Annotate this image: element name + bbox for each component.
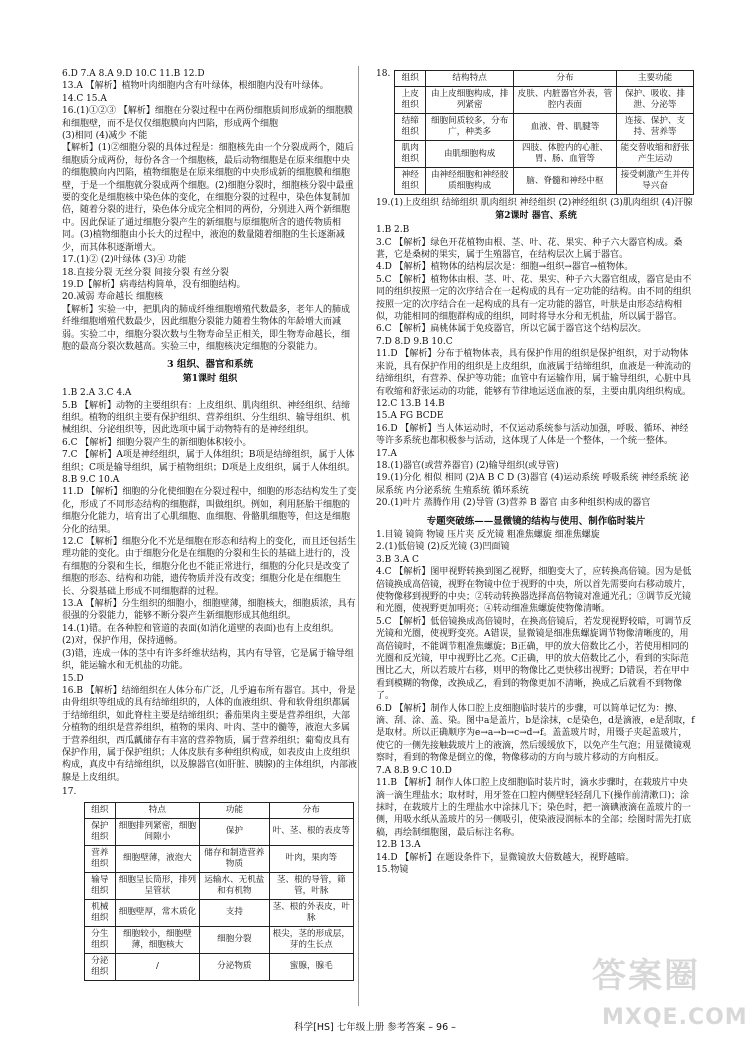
answer-line: 1.B 2.A 3.C 4.A bbox=[62, 388, 132, 399]
answer-line: 6.C 【解析】扁桃体属于免疫器官，所以它属于器官这个结构层次。 bbox=[376, 324, 647, 335]
answer-line: 11.D 【解析】细胞的分化使细胞在分裂过程中，细胞的形态结构发生了变化，形成了不同形态结构的细胞群，叫做组织。例如，利用胚胎干细胞的细胞分化能力，培育出了心肌细胞、血细胞、骨骼肌细胞等，但这是细胞分化的结果。 bbox=[62, 487, 357, 535]
answer-line: 14.C 15.A bbox=[62, 93, 107, 104]
table-row bbox=[85, 926, 354, 953]
watermark-line1: 答案圈 bbox=[592, 956, 700, 996]
table-cell: 叶肉，果肉等 bbox=[269, 845, 353, 872]
answer-line: 16.D 【解析】当人体运动时，不仅运动系统参与活动加强，呼吸、循环、神经等许多系统也都积极参与活动，这体现了人体是一个整体，一个统一整体。 bbox=[376, 423, 689, 447]
watermark-line2: MXQE.COM bbox=[602, 1005, 748, 1030]
answer-line: 15.D bbox=[62, 673, 84, 684]
answer-line: 6.D 7.A 8.A 9.D 10.C 11.B 12.D bbox=[62, 69, 205, 79]
tissue-table-17 bbox=[84, 802, 354, 981]
answer-line: 【解析】(1)②细胞分裂的具体过程是：细胞核先由一个分裂成两个，随后细胞质分成两份，每份各含一个细胞核，最后动物细胞是在原来细胞中央的细胞膜向内凹陷，植物细胞是在原来细胞的中央形成新的细胞膜和细胞壁，于是一个细胞就分裂成两个细胞。(2)细胞分裂时，细胞核分裂中最重要的变化是细胞核中染色体的变化，在细胞分裂的过程中，染色体复制加倍，随着分裂的进行，染色体分成完全相同的两份，分别进入两个新细胞中。因此保证了通过细胞分裂产生的新细胞与原细胞所含的遗传物质相同。(3)植物细胞由小长大的过程中，液泡的数量随着细胞的生长逐渐减少，而其体积逐渐增大。 bbox=[62, 143, 354, 253]
table18-label: 18. bbox=[376, 69, 391, 79]
answer-line: (2)对，保护作用，保持通畅。 bbox=[62, 636, 183, 647]
table-cell: 营养组织 bbox=[85, 845, 116, 872]
table-cell: 保护组织 bbox=[85, 818, 116, 845]
table-header: 分布 bbox=[269, 802, 353, 818]
answer-line: 12.C 13.B 14.B bbox=[376, 398, 445, 409]
answer-line: 19.D【解析】病毒结构简单，没有细胞结构。 bbox=[62, 279, 246, 290]
answer-line: 7.D 8.D 9.B 10.C bbox=[376, 336, 453, 347]
answer-line: 6.D 【解析】制作人体口腔上皮细胞临时装片的步骤，可以简单记忆为：擦、滴、刮、涂、盖、染。图中a是盖片，b是涂抹，c是染色，d是滴液，e是刮取，f是取材。所以正确顺序为e→a→b→c→d→f。盖盖玻片时，用镊子夹起盖玻片，使它的一侧先接触载玻片上的液滴，然后缓缓放下，以免产生气泡；用显微镜观察时，看到的物像是倒立的像，物像移动的方向与玻片移动的方向相反。 bbox=[376, 703, 695, 764]
answer-line: 4.D 【解析】植物体的结构层次是：细胞→组织→器官→植物体。 bbox=[376, 262, 634, 273]
answer-line: 3.C 【解析】绿色开花植物由根、茎、叶、花、果实、种子六大器官构成。桑葚，它是桑树的果实，属于生殖器官，在结构层次上属于器官。 bbox=[376, 237, 683, 261]
table-cell: 保护 bbox=[200, 818, 269, 845]
table-cell: 结缔组织 bbox=[395, 114, 426, 141]
table-cell: 细胞壁薄，液泡大 bbox=[115, 845, 199, 872]
answer-line: 5.C 【解析】低倍镜换成高倍镜时，在换高倍镜后，若发现视野较暗，可调节反光镜和光圈，使视野变亮。A错误，显微镜是细准焦螺旋调节物像清晰度的，用高倍镜时，不能调节粗准焦螺旋；B正确，甲的放大倍数比乙小，若使用相同的光圈和反光镜，甲中视野比乙亮。C正确，甲的放大倍数比乙小，看到的实际范围比乙大，所以若玻片右移，则甲的物像比乙更快移出视野；D错误，若在甲中看到模糊的物像，改换成乙，看到的物像更加不清晰，换成乙后就看不到物像了。 bbox=[376, 616, 692, 702]
left-column bbox=[62, 68, 358, 981]
answer-line: 4.C 【解析】图甲视野转换到图乙视野，细胞变大了，应转换高倍镜。因为是低倍镜换成高倍镜，视野在物镜中位于视野的中央，所以首先需要向右移动玻片，使物像移到视野的中央；②转动转换器选择高倍物镜对准通光孔；③调节反光镜和光圈，使视野更加明亮；④转动细准焦螺旋使物像清晰。 bbox=[376, 567, 692, 615]
answer-line: 6.C 【解析】细胞分裂产生的新细胞体积较小。 bbox=[62, 437, 252, 448]
table-cell: 肌肉组织 bbox=[395, 141, 426, 168]
answer-line: 18.直接分裂 无丝分裂 间接分裂 有丝分裂 bbox=[62, 267, 229, 278]
table-header: 功能 bbox=[200, 802, 269, 818]
answer-line: 11.D 【解析】分布于植物体表，具有保护作用的组织是保护组织，对于动物体来说，具有保护作用的组织是上皮组织，血液属于结缔组织，血液是一种流动的结缔组织，有营养、保护等功能；血管中有运输作用，属于输导组织，心脏中具有收缩和舒张运动的功能，能够有节律地运送血液的泵，主要由肌肉组织构成。 bbox=[376, 349, 692, 397]
answer-line: 7.C 【解析】A项是神经组织，属于人体组织；B项是结缔组织，属于人体组织；C项是输导组织，属于植物组织；D项是上皮组织，属于人体组织。 bbox=[62, 450, 356, 473]
table-cell: 细胞分裂 bbox=[200, 926, 269, 953]
answer-line: 17.A bbox=[376, 448, 397, 459]
answer-line: 13.A 【解析】植物叶肉细胞内含有叶绿体，根细胞内没有叶绿体。 bbox=[62, 81, 329, 92]
table-cell: 输导组织 bbox=[85, 872, 116, 899]
watermark-logo bbox=[562, 956, 748, 1040]
page-footer: 科学[HS] 七年级上册 参考答案 – 96 – bbox=[294, 1022, 456, 1033]
table-cell: 保护、吸收、排泄、分泌等 bbox=[617, 87, 694, 114]
right-lines-b bbox=[376, 224, 696, 509]
lesson2-title: 第2课时 器官、系统 bbox=[495, 210, 577, 221]
table-cell: 细胞间质较多，分布广，种类多 bbox=[426, 114, 513, 141]
answer-line: 【解析】实验一中，把肌肉的肺成纤维细胞增殖代数最多，老年人的肺成纤维细胞增殖代数最少，因此细胞分裂能力随着生物体的年龄增大而减弱。实验二中，细胞分裂次数与生物寿命呈正相关，即生物寿命越长，细胞的最高分裂次数越高。实验三中，细胞核决定细胞的分裂能力。 bbox=[62, 304, 351, 352]
table-row bbox=[85, 845, 354, 872]
table-cell: 由神经细胞和神经胶质细胞构成 bbox=[426, 168, 513, 195]
table-cell: 茎、根的外表皮，叶脉 bbox=[269, 899, 353, 926]
table-cell: 由肌细胞构成 bbox=[426, 141, 513, 168]
table-cell: 皮肤、内脏器官外表，管腔内表面 bbox=[513, 87, 616, 114]
right-column bbox=[376, 68, 696, 876]
left-lines-a bbox=[62, 68, 358, 353]
right-lines-c bbox=[376, 529, 696, 876]
left-lines-b bbox=[62, 387, 358, 784]
table-row bbox=[85, 872, 354, 899]
table-cell: 机械组织 bbox=[85, 899, 116, 926]
table-header: 结构特点 bbox=[426, 71, 513, 87]
answer-line: 15.A FG BCDE bbox=[376, 411, 444, 422]
table-row bbox=[85, 899, 354, 926]
table-cell: 神经组织 bbox=[395, 168, 426, 195]
answer-line: 1.B 2.B bbox=[376, 225, 410, 236]
table-cell: 蜜腺，腺毛 bbox=[269, 953, 353, 980]
table-cell: 细胞较小，细胞壁薄，细胞核大 bbox=[115, 926, 199, 953]
table-cell: 接受刺激产生并传导兴奋 bbox=[617, 168, 694, 195]
answer-line: 18.(1)器官(或营养器官) (2)输导组织(或导管) bbox=[376, 460, 559, 471]
answer-line: 20.减弱 寿命越长 细胞核 bbox=[62, 292, 164, 303]
table-cell: 支持 bbox=[200, 899, 269, 926]
table-cell: 细胞壁厚，常木质化 bbox=[115, 899, 199, 926]
lesson-title: 第1课时 组织 bbox=[182, 373, 238, 384]
table-cell: 茎、根的导管，筛管，叶脉 bbox=[269, 872, 353, 899]
column-divider bbox=[358, 66, 359, 1006]
answer-line: 8.B 9.C 10.A bbox=[62, 475, 120, 485]
answer-line: 12.B 13.A bbox=[376, 840, 421, 851]
answer-line: (3)相同 (4)减少 不能 bbox=[62, 131, 148, 142]
answer-line: 19.(1)分化 相似 相同 (2)A B C D (3)器官 (4)运动系统 呼吸系统 神经系统 泌尿系统 内分泌系统 生殖系统 循环系统 bbox=[376, 473, 689, 496]
table-row bbox=[85, 818, 354, 845]
table-cell: / bbox=[115, 953, 199, 980]
answer-line: 16.(1)①②③ 【解析】细胞在分裂过程中在两份细胞质间形成新的细胞膜和细胞壁，而不是仅仅细胞膜向内凹陷，形成两个细胞 bbox=[62, 106, 353, 129]
table-cell: 能交替收缩和舒张产生运动 bbox=[617, 141, 694, 168]
table-cell: 叶、茎、根的表皮等 bbox=[269, 818, 353, 845]
answer-line: 13.A 【解析】分生组织的细胞小，细胞壁薄，细胞核大，细胞质浓，具有很强的分裂能力，能够不断分裂产生新细胞形成其他组织。 bbox=[62, 599, 356, 622]
table-cell: 血液、骨、肌腱等 bbox=[513, 114, 616, 141]
answer-line: 17.(1)② (2)叶绿体 (3)④ 功能 bbox=[62, 255, 187, 266]
table-header: 主要功能 bbox=[617, 71, 694, 87]
answer-line: 16.B 【解析】结缔组织在人体分布广泛，几乎遍布所有器官。其中，骨是由骨组织等组成的具有结缔组织的，人体的血液组织、骨和软骨组织都属于结缔组织，如此脊柱主要是结缔组织；番茄果肉主要是营养组织，大部分植物的组织是营养组织，植物的果肉、叶肉、茎中的髓等，液泡大多属于营养组织，西瓜瓤储存有丰富的营养物质，属于营养组织；葡萄皮具有保护作用，属于保护组织；人体皮肤有多种组织构成，如表皮由上皮组织构成，真皮中有结缔组织，以及腺器官(如肝脏、胰腺)的主体组织，内部液腺是上皮组织。 bbox=[62, 685, 358, 783]
table-cell: 细胞排列紧密，细胞间隙小 bbox=[115, 818, 199, 845]
answer-line: 19.(1)上皮组织 结缔组织 肌肉组织 神经组织 (2)神经组织 (3)肌肉组织 (4)汗腺 bbox=[376, 198, 693, 209]
table-cell: 由上皮细胞构成，排列紧密 bbox=[426, 87, 513, 114]
answer-line: (3)错，连成一体的茎中有许多纤维状结构，其内有导管，它是属于输导组织，能运输水和无机盐的功能。 bbox=[62, 648, 354, 672]
answer-line: 14.(1)错。在各种腔和管道的表面(如消化道壁的表面)也有上皮组织。 bbox=[62, 623, 340, 634]
table-cell: 根尖，茎的形成层，芽的生长点 bbox=[269, 926, 353, 953]
table-header: 组织 bbox=[395, 71, 426, 87]
table-row bbox=[395, 114, 694, 141]
table-cell: 储存和制造营养物质 bbox=[200, 845, 269, 872]
table-cell: 细胞呈长筒形，排列呈管状 bbox=[115, 872, 199, 899]
table-header: 特点 bbox=[115, 802, 199, 818]
table-row bbox=[395, 87, 694, 114]
answer-line: 3.B 3.A C bbox=[376, 554, 419, 565]
answer-line: 7.A 8.B 9.C 10.D bbox=[376, 765, 452, 776]
answer-line: 5.C 【解析】植物体由根、茎、叶、花、果实、种子六大器官组成，器官是由不同的组织按照一定的次序结合在一起构成的具有一定功能的结构。由不同的组织按照一定的次序结合在一起构成的具有一定功能的器官，叶肤是由形态结构相似，功能相同的细胞群构成的组织，同时将导水分和无机盐，所以属于器官。 bbox=[376, 274, 692, 323]
table-cell: 上皮组织 bbox=[395, 87, 426, 114]
table-cell: 连接、保护、支持、营养等 bbox=[617, 114, 694, 141]
table-row bbox=[395, 141, 694, 168]
answer-line: 5.B 【解析】动物的主要组织有：上皮组织、肌肉组织、神经组织、结缔组织。植物的组织主要有保护组织、营养组织、分生组织、输导组织、机械组织、分泌组织等，因此选项中属于动物特有的是神经组织。 bbox=[62, 400, 351, 436]
table-row bbox=[395, 168, 694, 195]
topic-title: 专题突破练——显微镜的结构与使用、制作临时装片 bbox=[426, 515, 646, 527]
table-cell: 脑、脊髓和神经中枢 bbox=[513, 168, 616, 195]
table-cell: 分泌组织 bbox=[85, 953, 116, 980]
answer-line: 11.B 【解析】制作人体口腔上皮细胞临时装片时，滴水步骤时，在载玻片中央滴一滴生理盐水；取材时，用牙签在口腔内侧壁轻轻刮几下(操作前清漱口)；涂抹时，在载玻片上的生理盐水中涂抹几下；染色时，把一滴碘液滴在盖玻片的一侧，用吸水纸从盖玻片的另一侧吸引，使染液浸润标本的全部；绘图时需先打底稿，再绘制细胞图，最后标注名称。 bbox=[376, 778, 692, 838]
answer-line: 20.(1)叶片 蒸腾作用 (2)导管 (3)营养 B 器官 由多种组织构成的器官 bbox=[376, 498, 651, 509]
answer-line: 14.D 【解析】在题设条件下，显微镜放大倍数越大，视野越暗。 bbox=[376, 852, 635, 863]
table-row bbox=[85, 953, 354, 980]
table-cell: 分泌物质 bbox=[200, 953, 269, 980]
answer-line: 15.物镜 bbox=[376, 864, 409, 875]
table-header: 组织 bbox=[85, 802, 116, 818]
table-header: 分布 bbox=[513, 71, 616, 87]
section-title: 3 组织、器官和系统 bbox=[167, 359, 253, 371]
table-cell: 四肢、体腔内的心脏、胃、肠、血管等 bbox=[513, 141, 616, 168]
tissue-table-18 bbox=[394, 70, 694, 195]
table17-label: 17. bbox=[62, 787, 77, 798]
answer-line: 12.C 【解析】细胞分化不光是细胞在形态和结构上的变化，而且还包括生理功能的变化。由于细胞分化是在细胞的分裂和生长的基础上进行的，没有细胞的分裂和生长，细胞分化也不能正常进行，细胞的分化只是改变了细胞的形态、结构和功能，遗传物质并没有改变；细胞分化是在细胞生长、分裂基础上形成不同细胞群的过程。 bbox=[62, 537, 357, 597]
table-cell: 分生组织 bbox=[85, 926, 116, 953]
answer-line: 1.目镜 镜筒 物镜 压片夹 反光镜 粗准焦螺旋 细准焦螺旋 bbox=[376, 529, 600, 540]
table-cell: 运输水、无机盐和有机物 bbox=[200, 872, 269, 899]
answer-line: 2.(1)低倍镜 (2)反光镜 (3)凹面镜 bbox=[376, 542, 510, 553]
right-lines-a bbox=[376, 197, 696, 209]
